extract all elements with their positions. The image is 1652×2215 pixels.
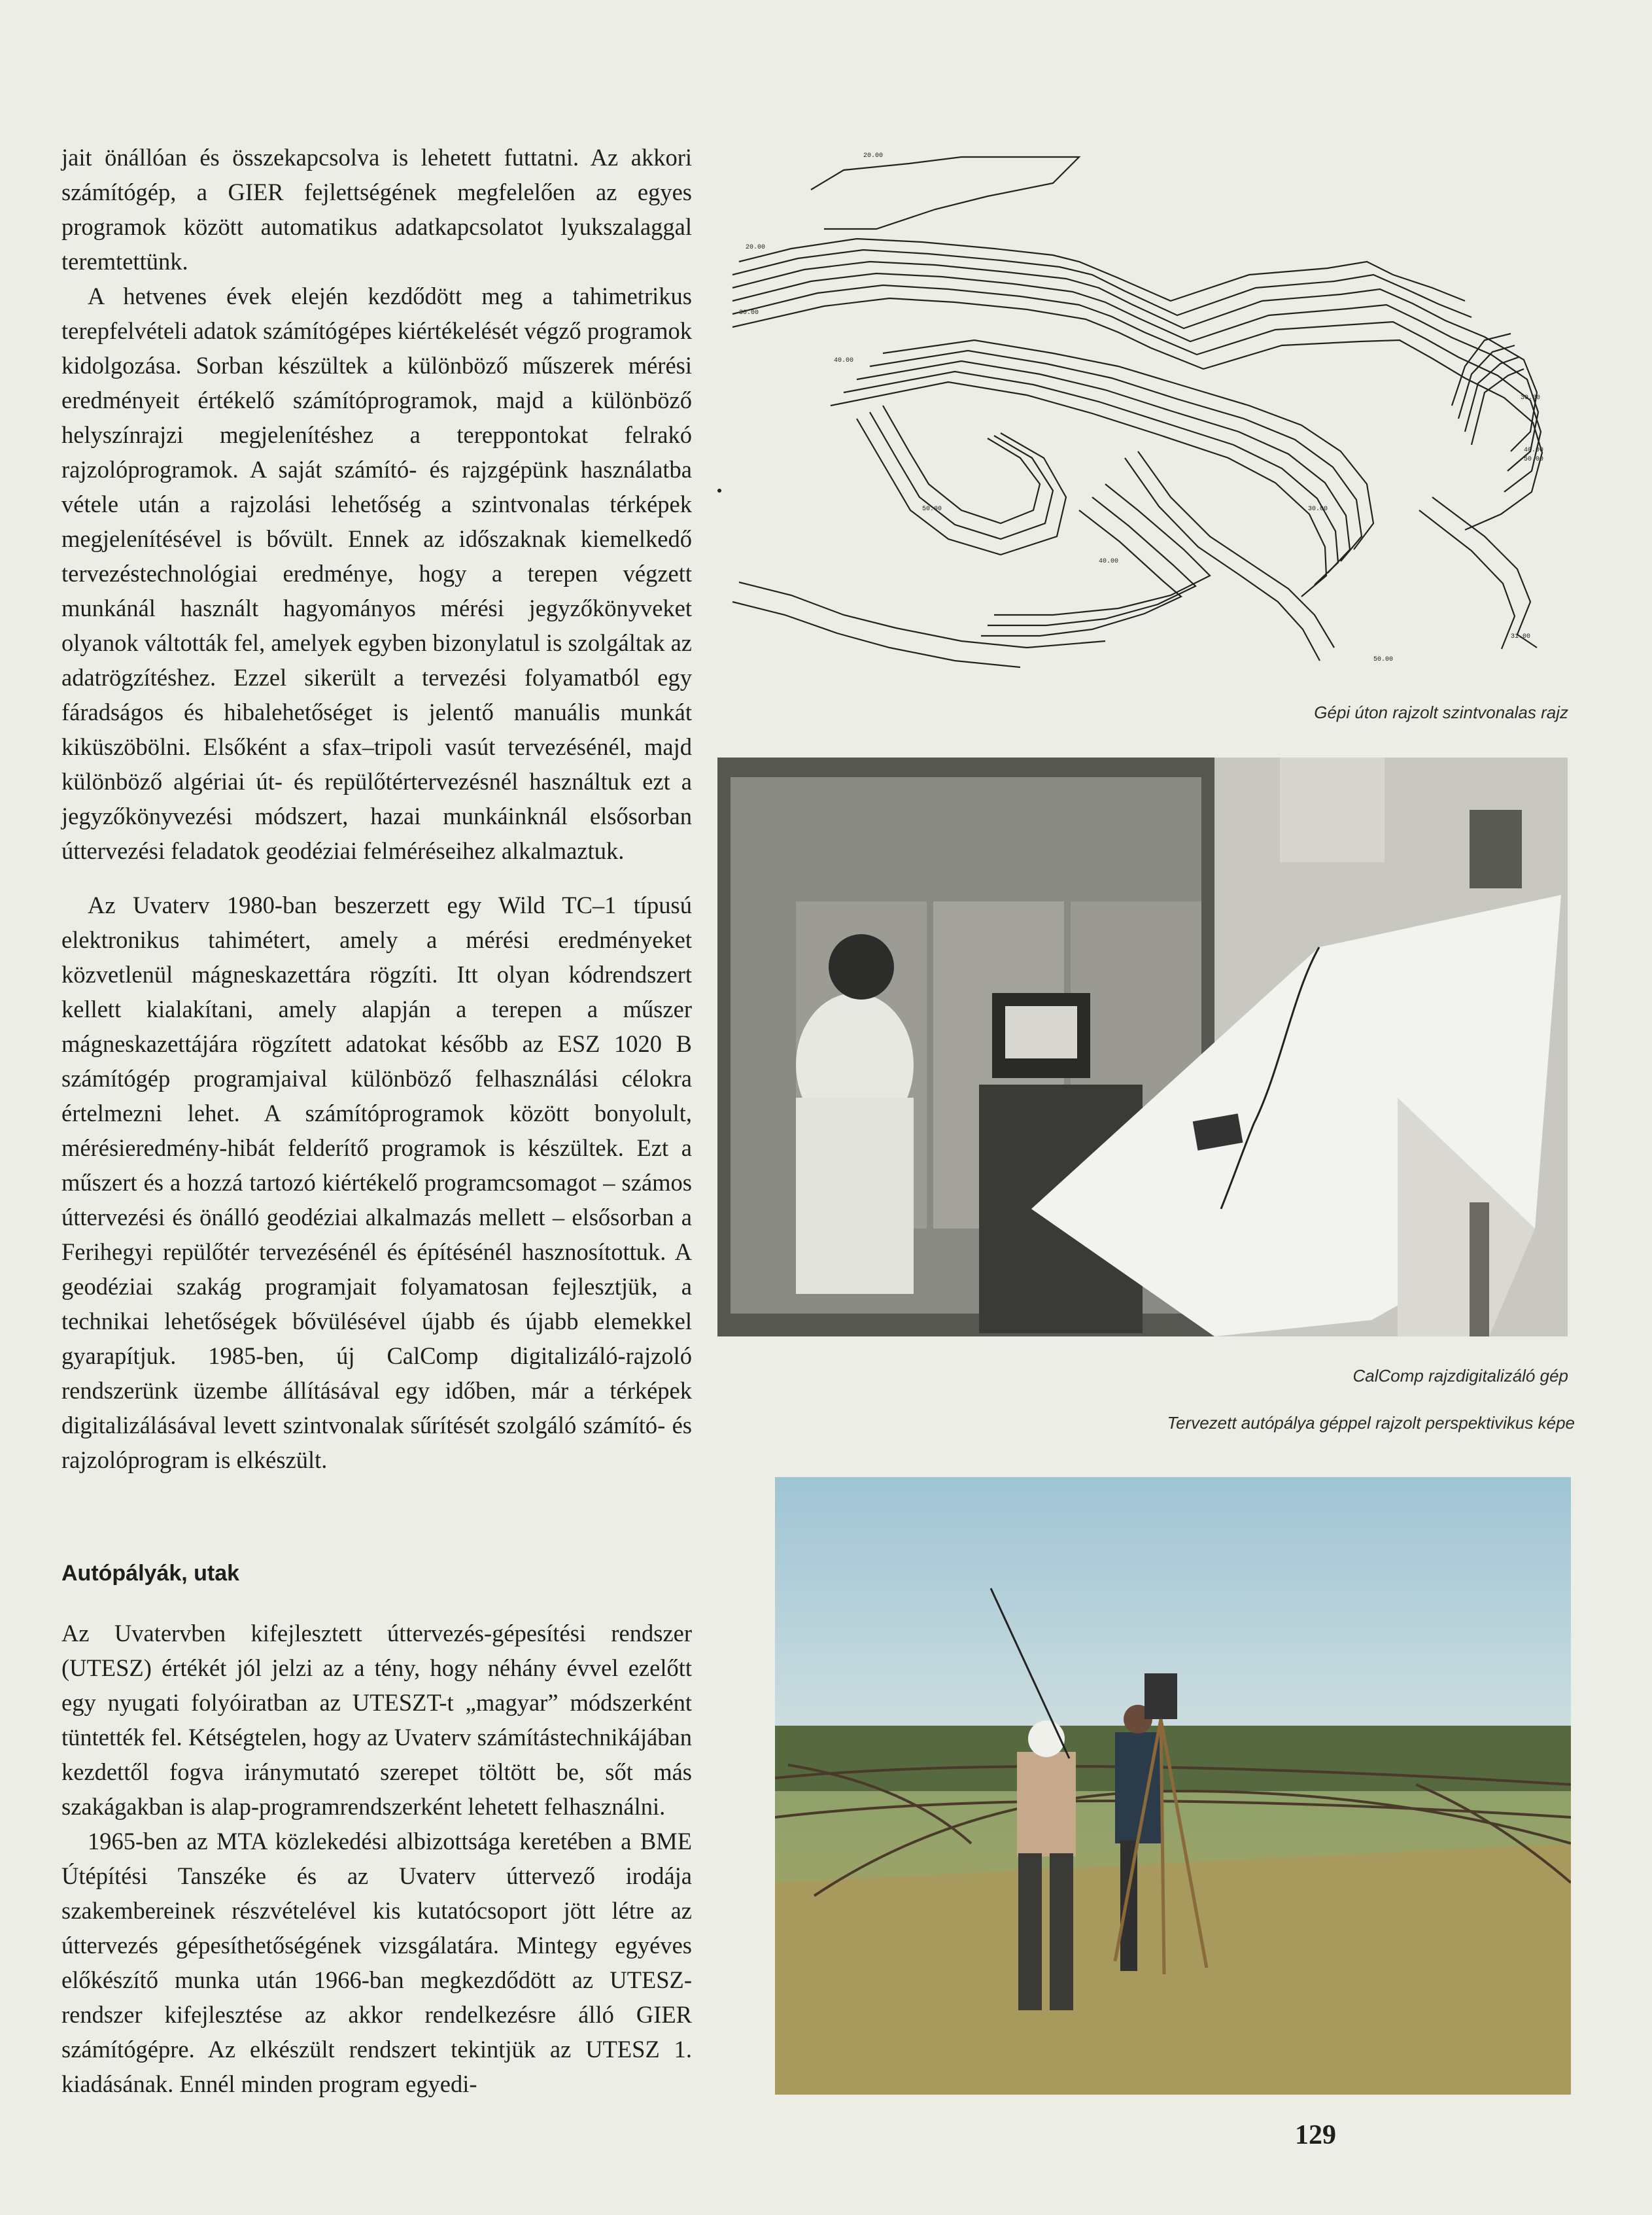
contour-label: 50.00 [1373, 656, 1394, 663]
survey-photo-image [775, 1477, 1571, 2095]
section-paragraph-1: Az Uvatervben kifejlesztett úttervezés-gépesítési rendszer (UTESZ) értékét jól jelzi az a tény, hogy néhány évvel ezelőtt egy nyugati folyóiratban az UTESZT-t „magyar” módszerként tüntették fel. Kétségtelen, hogy az Uvaterv számítástechnikájában kezdettől fogva iránymutató szerepet töltött be, sőt más szakágakban is alap-programrendszerként lehetett felhasználni. [61, 1620, 692, 1820]
calcomp-photo-image [717, 758, 1568, 1336]
section-paragraph-2: 1965-ben az MTA közlekedési albizottsága keretében a BME Útépítési Tanszéke és az Uvaterv úttervező irodája szakembereinek részvételével kis kutatócsoport jött létre az úttervezés gépesíthetőségének vizsgálatára. Mintegy egyéves előkészítő munka után 1966-ban megkezdődött az UTESZ-rendszer kifejlesztése az akkor rendelkezésre álló GIER számítógépre. Az elkészült rendszert tekintjük az UTESZ 1. kiadásának. Ennél minden program egyedi- [61, 1828, 692, 2097]
contour-label: 20.00 [746, 244, 766, 251]
contour-label: 20.00 [863, 152, 884, 160]
contour-label: 40.00 [1099, 558, 1119, 565]
section-heading: Autópályák, utak [61, 1561, 240, 1586]
contour-label: 50.00 [922, 506, 942, 513]
left-column [61, 140, 692, 1477]
contour-label: 30.00 [739, 309, 759, 317]
contour-label: 31.00 [1511, 633, 1531, 640]
caption-perspective: Tervezett autópálya géppel rajzolt perspektivikus képe [1167, 1413, 1575, 1433]
paragraph-2: A hetvenes évek elején kezdődött meg a tahimetrikus terepfelvételi adatok számítógépes kiértékelését végző programok kidolgozása. Sorban készültek a különböző műszerek mérési eredményeit értékelő számítóprogramok, majd a különböző helyszínrajzi megjelenítéshez a tereppontokat felrakó rajzolóprogramok. A saját számító- és rajzgépünk használatba vétele után a rajzolási lehetőség a szintvonalas térképek megjelenítésével is bővült. Ennek az időszaknak kiemelkedő tervezéstechnológiai eredménye, hogy a terepen végzett munkánál használt hagyományos mérési jegyzőkönyveket olyanok váltották fel, amelyek egyben bizonylatul is szolgáltak az adatrögzítéshez. Ezzel sikerült a tervezési folyamatból egy fáradságos és hibalehetőséget is jelentő manuális munkát kiküszöbölni. Elsőként a sfax–tripoli vasút tervezésénél, majd különböző algériai út- és repülőtértervezésnél használtuk ezt a jegyzőkönyvezési módszert, hazai munkáinknál elsősorban úttervezési feladatok geodéziai felméréseihez alkalmaztuk. [61, 283, 692, 864]
contour-label: 30.00 [1308, 506, 1328, 513]
contour-label: 40.00 [834, 357, 854, 364]
caption-contour: Gépi úton rajzolt szintvonalas rajz [1314, 703, 1568, 722]
contour-lines [713, 144, 1596, 674]
survey-photo [775, 1477, 1571, 2095]
contour-label: 40.00 [1524, 447, 1544, 454]
page-number: 129 [1295, 2120, 1336, 2150]
contour-label: 30.00 [1521, 394, 1541, 402]
contour-drawing [713, 144, 1596, 674]
paragraph-3: Az Uvaterv 1980-ban beszerzett egy Wild TC–1 típusú elektronikus tahimétert, amely a mérési eredményeket közvetlenül mágneskazettára rögzíti. Itt olyan kódrendszert kellett kialakítani, amely alapján a terepen a műszer mágneskazettájára rögzített adatokat később az ESZ 1020 B számítógép programjaival különböző felhasználási célokra értelmezni lehet. A számítóprogramok között bonyolult, mérésieredmény-hibát felderítő programok is készültek. Ezt a műszert és a hozzá tartozó kiértékelő programcsomagot – számos úttervezési és önálló geodéziai alkalmazás mellett – elsősorban a Ferihegyi repülőtér tervezésénél és építésénél hasznosítottuk. A geodéziai szakág programjait folyamatosan fejlesztjük, a technikai lehetőségek bővülésével újabb és újabb elemekkel gyarapítjuk. 1985-ben, új CalComp digitalizáló-rajzoló rendszerünk üzembe állításával egy időben, már a térképek digitalizálásával levett szintvonalak sűrítését szolgáló számító- és rajzolóprogram is elkészült. [61, 892, 692, 1473]
paragraph-1: jait önállóan és összekapcsolva is lehetett futtatni. Az akkori számítógép, a GIER fejlettségének megfelelően az egyes programok között automatikus adatkapcsolatot lyukszalaggal teremtettünk. [61, 144, 692, 275]
calcomp-photo [717, 758, 1568, 1336]
contour-label: 50.00 [1524, 456, 1544, 463]
left-column-section [61, 1616, 692, 2101]
caption-calcomp: CalComp rajzdigitalizáló gép [1352, 1366, 1568, 1386]
